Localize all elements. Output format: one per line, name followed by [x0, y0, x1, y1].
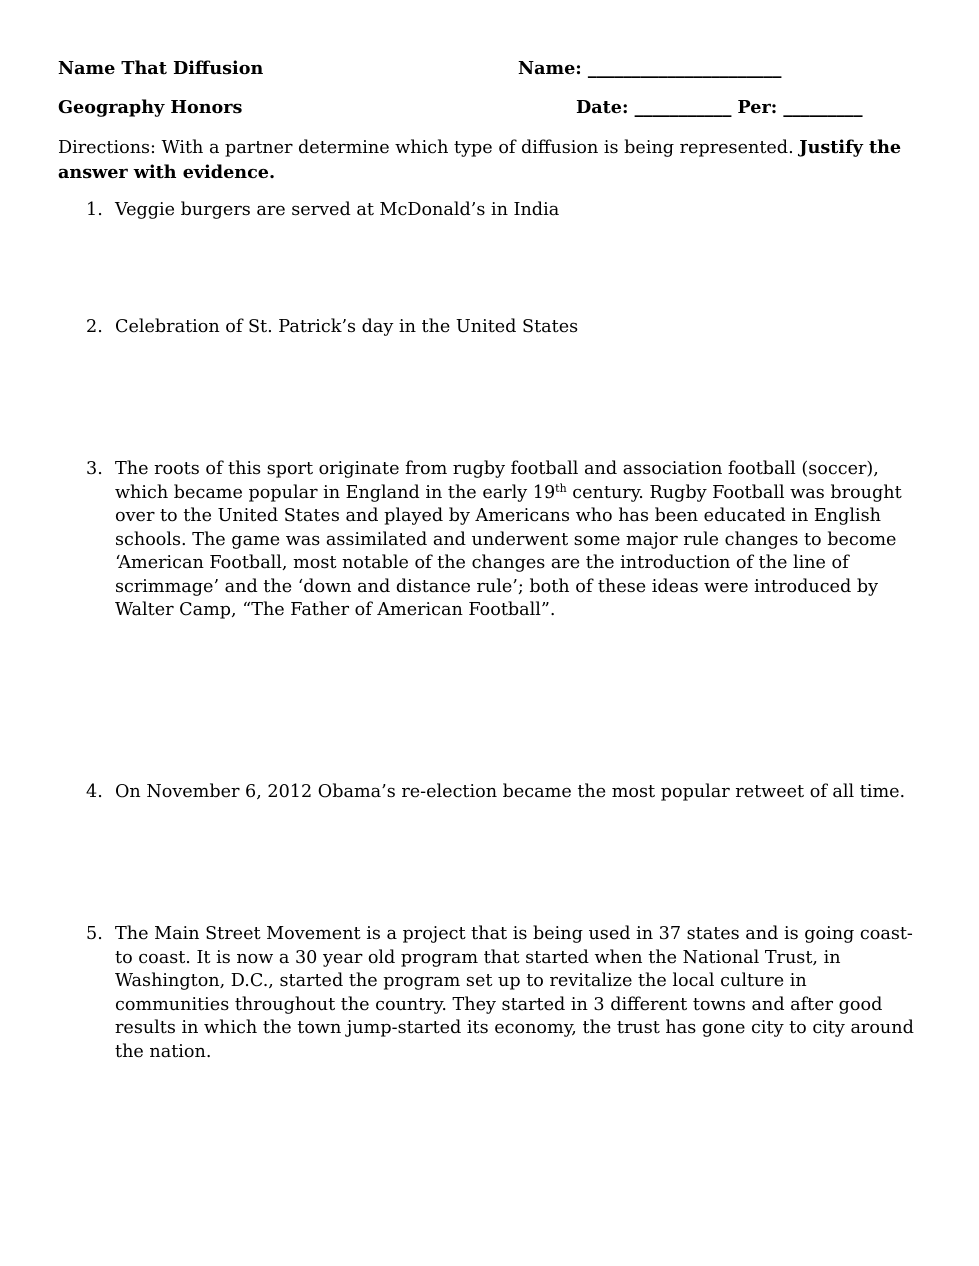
question-text: [115, 458, 920, 623]
question-text-part-2: century. Rugby Football was brought over to the United States and played by Americans who has been educated in English schools. The game was assimilated and underwent some major rule changes to become ‘American Football, most notable of the changes are the introduction of the line of scrimmage’ and the ‘down and distance rule’; both of these ideas were introduced by Walter Camp, “The Father of American Football”.: [115, 482, 902, 620]
question-number: 1.: [86, 200, 103, 220]
question-5: [58, 923, 920, 1064]
question-3: [58, 458, 920, 623]
course-label: Geography Honors: [58, 97, 243, 118]
question-text: On November 6, 2012 Obama’s re-election became the most popular retweet of all time.: [115, 782, 906, 802]
question-4: [58, 781, 920, 805]
date-period-field: Date: ___________ Per: _________: [576, 97, 863, 118]
question-1: [58, 199, 920, 223]
question-number: 4.: [86, 782, 103, 802]
worksheet-title: Name That Diffusion: [58, 58, 264, 79]
question-number: 2.: [86, 317, 103, 337]
question-text: Veggie burgers are served at McDonald’s in India: [115, 200, 560, 220]
name-field: Name: ______________________: [518, 58, 782, 79]
question-text: The Main Street Movement is a project that is being used in 37 states and is going coast-to coast. It is now a 30 year old program that started when the National Trust, in Washington, D.C., started the program set up to revitalize the local culture in communities throughout the country. They started in 3 different towns and after good results in which the town jump-started its economy, the trust has gone city to city around the nation.: [115, 924, 914, 1062]
question-text-part-1: The roots of this sport originate from rugby football and association football (soccer), which became popular in England in the early 19: [115, 459, 879, 503]
question-number: 5.: [86, 924, 103, 944]
ordinal-superscript: th: [555, 481, 567, 495]
directions-text: Directions: With a partner determine which type of diffusion is being represented.: [58, 138, 800, 158]
question-text: Celebration of St. Patrick’s day in the United States: [115, 317, 579, 337]
question-2: [58, 316, 920, 340]
directions: [58, 136, 918, 185]
directions-emphasis: Justify the answer with evidence.: [58, 137, 902, 183]
question-number: 3.: [86, 459, 103, 479]
